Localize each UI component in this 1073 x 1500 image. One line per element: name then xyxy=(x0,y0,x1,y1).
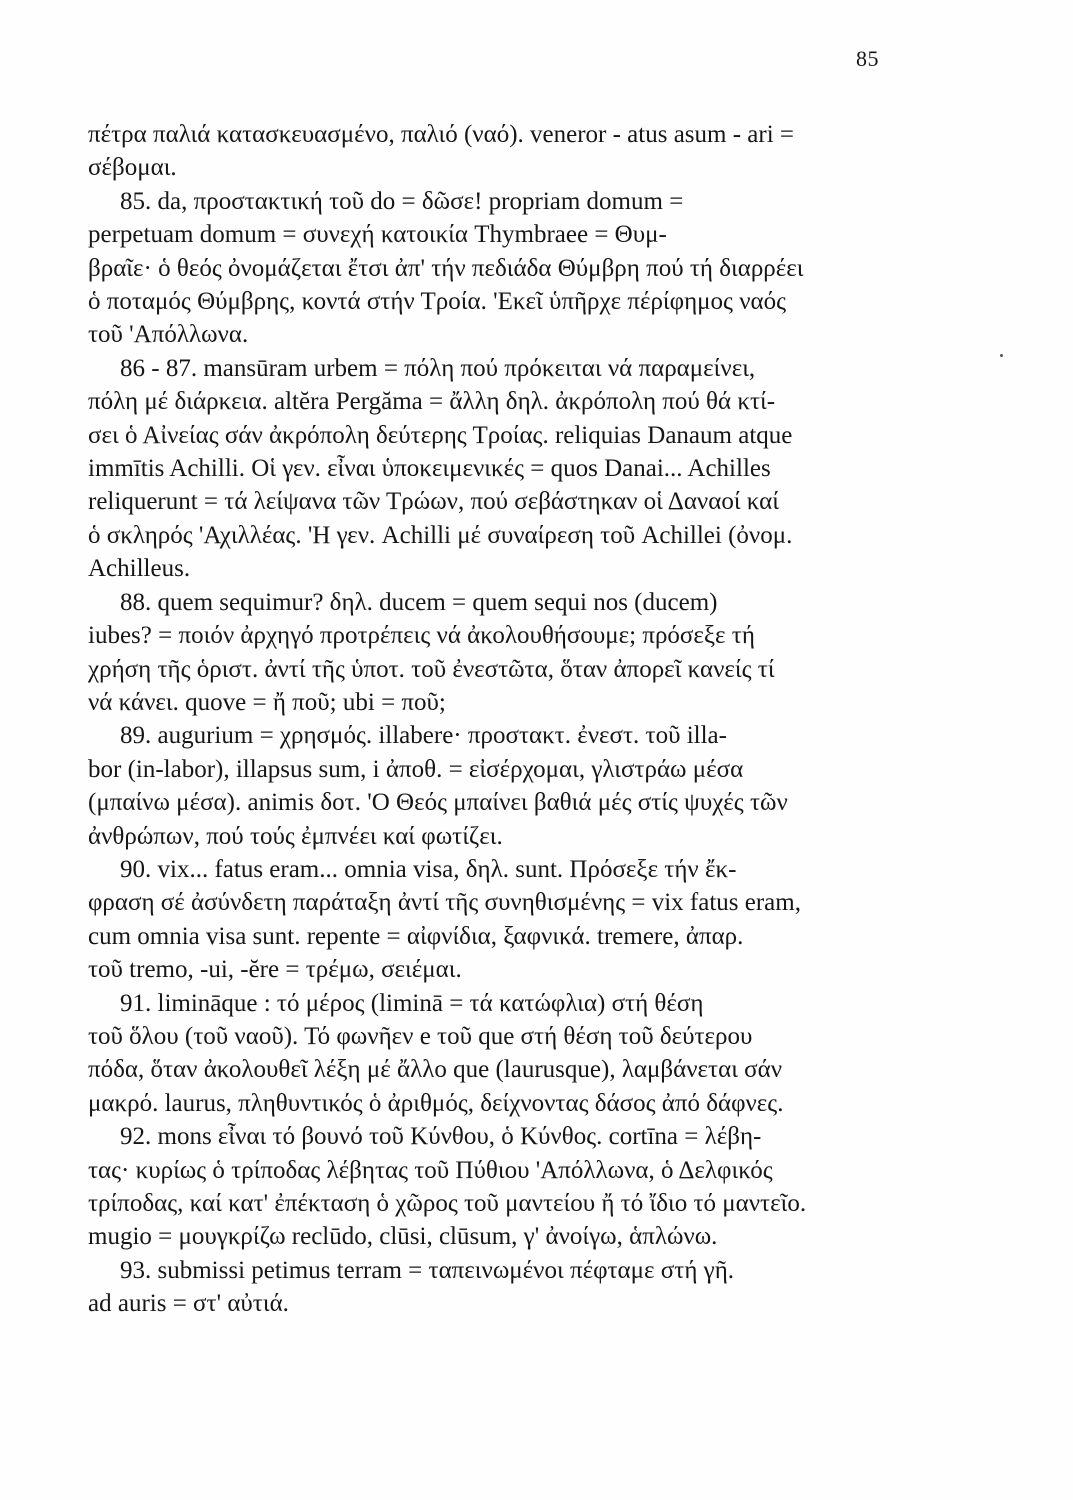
text-line: πέτρα παλιά κατασκευασμένο, παλιό (ναό). veneror - atus asum - ari = xyxy=(88,121,795,148)
text-line: 85. da, προστακτική τοῦ do = δῶσε! propriam domum = xyxy=(120,187,684,215)
text-line: ὁ σκληρός 'Αχιλλέας. 'Η γεν. Achilli μέ συναίρεση τοῦ Achillei (ὀνομ. xyxy=(88,521,793,549)
text-line: νά κάνει. quove = ἤ ποῦ; ubi = ποῦ; xyxy=(88,688,446,716)
paper-speck xyxy=(1000,354,1003,357)
text-line: Achilleus. xyxy=(88,555,191,583)
text-line: τοῦ 'Απόλλωνα. xyxy=(88,321,249,349)
text-line: iubes? = ποιόν ἀρχηγό προτρέπεις νά ἀκολουθήσουμε; πρόσεξε τή xyxy=(88,622,755,650)
text-line: μακρό. laurus, πληθυντικός ὁ ἀριθμός, δείχνοντας δάσος ἀπό δάφνες. xyxy=(88,1089,784,1117)
text-line: 86 - 87. mansūram urbem = πόλη πού πρόκειται νά παραμείνει, xyxy=(120,354,756,382)
text-line: 92. mons εἶναι τό βουνό τοῦ Κύνθου, ὁ Κύνθος. cortīna = λέβη- xyxy=(120,1123,762,1151)
text-line: τοῦ ὅλου (τοῦ ναοῦ). Τό φωνῆεν e τοῦ que στή θέση τοῦ δεύτερου xyxy=(88,1022,753,1050)
text-line: ad auris = στ' αὐτιά. xyxy=(88,1290,289,1318)
text-line: τας· κυρίως ὁ τρίποδας λέβητας τοῦ Πύθιου 'Απόλλωνα, ὁ Δελφικός xyxy=(88,1156,773,1184)
text-line: τρίποδας, καί κατ' ἐπέκταση ὁ χῶρος τοῦ μαντείου ἤ τό ἴδιο τό μαντεῖο. xyxy=(88,1190,807,1217)
text-line: πόδα, ὅταν ἀκολουθεῖ λέξη μέ ἄλλο que (laurusque), λαμβάνεται σάν xyxy=(88,1056,783,1084)
text-line: (μπαίνω μέσα). animis δοτ. 'Ο Θεός μπαίνει βαθιά μές στίς ψυχές τῶν xyxy=(88,789,788,817)
text-line: 88. quem sequimur? δηλ. ducem = quem sequi nos (ducem) xyxy=(120,588,718,616)
page-number: 85 xyxy=(856,46,879,71)
text-line: 91. limināque : τό μέρος (liminā = τά κατώφλια) στή θέση xyxy=(120,989,704,1017)
text-line: 93. submissi petimus terram = ταπεινωμένοι πέφταμε στή γῆ. xyxy=(120,1256,735,1284)
text-line: 89. augurium = χρησμός. illabere· προστακτ. ἐνεστ. τοῦ illa- xyxy=(120,722,727,750)
text-line: πόλη μέ διάρκεια. altĕra Pergăma = ἄλλη δηλ. ἀκρόπολη πού θά κτί- xyxy=(88,388,776,416)
text-line: immītis Achilli. Οἱ γεν. εἶναι ὑποκειμενικές = quos Danai... Achilles xyxy=(88,455,771,483)
text-line: ἀνθρώπων, πού τούς ἐμπνέει καί φωτίζει. xyxy=(88,822,503,850)
text-line: 90. vix... fatus eram... omnia visa, δηλ. sunt. Πρόσεξε τήν ἔκ- xyxy=(120,855,737,883)
text-line: σει ὁ Αἰνείας σάν ἀκρόπολη δεύτερης Τροίας. reliquias Danaum atque xyxy=(88,421,793,449)
text-line: perpetuam domum = συνεχή κατοικία Thymbraee = Θυμ- xyxy=(88,221,667,249)
text-line: bor (in-labor), illapsus sum, i ἀποθ. = εἰσέρχομαι, γλιστράω μέσα xyxy=(88,755,744,783)
text-line: τοῦ tremo, -ui, -ĕre = τρέμω, σειέμαι. xyxy=(88,956,462,984)
commentary-text xyxy=(88,118,908,1321)
text-line: ὁ ποταμός Θύμβρης, κοντά στήν Τροία. 'Εκεῖ ὑπῆρχε πέρίφημος ναός xyxy=(88,288,787,316)
text-line: mugio = μουγκρίζω reclūdo, clūsi, clūsum, γ' ἀνοίγω, ἁπλώνω. xyxy=(88,1223,718,1251)
text-line: βραῖε· ὁ θεός ὀνομάζεται ἔτσι ἀπ' τήν πεδιάδα Θύμβρη πού τή διαρρέει xyxy=(88,254,804,282)
text-line: φραση σέ ἀσύνδετη παράταξη ἀντί τῆς συνηθισμένης = vix fatus eram, xyxy=(88,889,801,917)
text-line: cum omnia visa sunt. repente = αἰφνίδια, ξαφνικά. tremere, ἀπαρ. xyxy=(88,922,744,950)
text-line: σέβομαι. xyxy=(88,154,177,182)
text-line: reliquerunt = τά λείψανα τῶν Τρώων, πού σεβάστηκαν οἱ Δαναοί καί xyxy=(88,488,780,516)
text-line: χρήση τῆς ὁριστ. ἀντί τῆς ὑποτ. τοῦ ἐνεστῶτα, ὅταν ἀπορεῖ κανείς τί xyxy=(88,655,775,683)
